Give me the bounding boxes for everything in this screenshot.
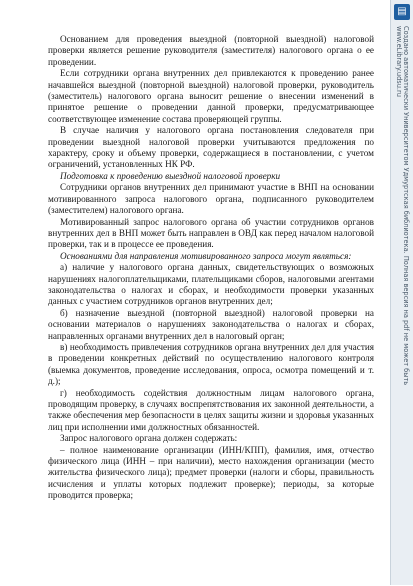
list-item: а) наличие у налогового органа данных, свидетельствующих о возможных нарушениях налогоплательщиками, плательщиками сборов, налоговыми агентами законодательства о налогах и сборах, и необходимости проверки указанных данных с участием сотрудников органов внутренних дел; xyxy=(48,262,374,307)
side-watermark-text xyxy=(395,26,409,586)
list-item: – полное наименование организации (ИНН/КПП), фамилия, имя, отчество физического лица (ИНН – при наличии), место нахождения организации (место жительства физического лица); предмет проверки (налоги и сборы, правильность исчисления и уплаты которых подлежит проверке); периоды, за которые проводится проверка; xyxy=(48,444,374,501)
document-icon: ▤ xyxy=(394,4,410,20)
section-heading: Подготовка к проведению выездной налоговой проверки xyxy=(60,170,281,181)
side-watermark-strip xyxy=(390,0,413,585)
paragraph: Если сотрудники органа внутренних дел привлекаются к проведению ранее начавшейся выездной (повторной выездной) налоговой проверки, руководитель (заместитель) налогового органа выносит решение о внесении изменений в принятое решение о проведении данной проверки, предусматривающее соответствующее изменение состава проверяющей группы. xyxy=(48,68,374,124)
watermark-line-1: Создано автоматически Университетом Удмуртская библиотека. Полная версия на pdf не может быть xyxy=(402,26,410,386)
list-item: б) назначение выездной (повторной выездной) налоговой проверки на основании материалов о нарушениях законодательства о налогах и сборах, направленных органами внутренних дел в налоговый орган; xyxy=(48,307,374,341)
paragraph: Мотивированный запрос налогового органа об участии сотрудников органов внутренних дел в ВНП может быть направлен в ОВД как перед началом налоговой проверки, так и в процессе ее проведения. xyxy=(48,216,374,250)
paragraph: Сотрудники органов внутренних дел принимают участие в ВНП на основании мотивированного запроса налогового органа, подписанного руководителем (заместителем) налогового органа. xyxy=(48,182,374,216)
list-item: в) необходимость привлечения сотрудников органа внутренних дел для участия в проведении конкретных действий по осуществлению налогового контроля (выемка документов, проведение исследования, опроса, осмотра помещений и т. д.); xyxy=(48,341,374,387)
list-item: г) необходимость содействия должностным лицам налогового органа, проводящим проверку, в случаях воспрепятствования их законной деятельности, а также обеспечения мер безопасности в целях защиты жизни и здоровья указанных лиц при исполнении ими должностных обязанностей. xyxy=(48,387,374,432)
paragraph: В случае наличия у налогового органа постановления следователя при проведении выездной налоговой проверки учитываются предложения по характеру, сроку и объему проверки, содержащиеся в постановлении, с учетом ограничений, установленных НК РФ. xyxy=(48,125,374,170)
watermark-line-2: www.eLibrary.udsu.ru xyxy=(395,26,403,97)
section-heading: Основаниями для направления мотивированного запроса могут являться: xyxy=(60,250,352,261)
document-body xyxy=(48,34,374,502)
paragraph: Запрос налогового органа должен содержать: xyxy=(60,433,238,444)
paragraph: Основанием для проведения выездной (повторной выездной) налоговой проверки является решение руководителя (заместителя) налогового органа о ее проведении. xyxy=(48,34,374,67)
